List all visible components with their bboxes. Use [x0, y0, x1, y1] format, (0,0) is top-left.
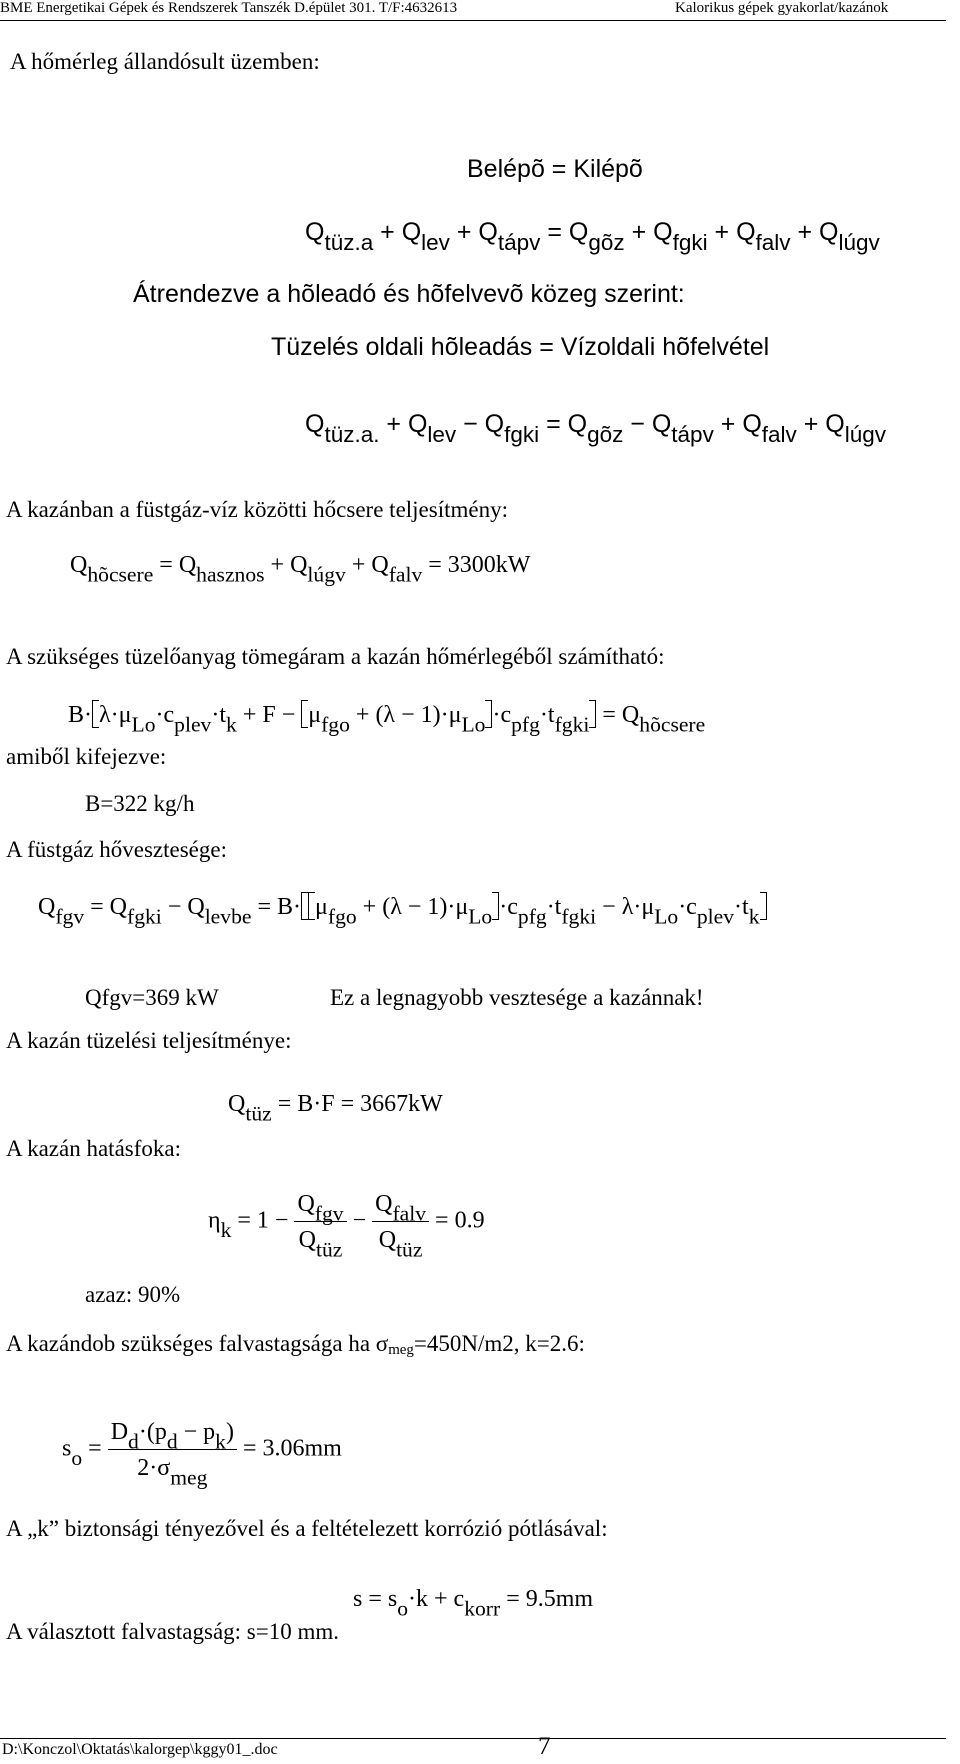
eq-so: $s_o$ = $\frac{D_d\cdot(p_d - p_k)}{2\cdot\sigma_{meg}}$ = 3.06mm: [62, 1419, 342, 1490]
eq-balance-1: $Q_{tüz.a} + Q_{lev} + Q_{tápv} = Q_{gõz} + Q_{fgki} + Q_{falv} + Q_{lúgv}$: [305, 218, 880, 256]
eq-eta: $\eta_k = 1$ − $\frac{Q_{fgv}}{Q_{tüz}}$ − $\frac{Q_{falv}}{Q_{tüz}}$ = 0.9: [208, 1191, 485, 1262]
heading-balance: A hőmérleg állandósult üzemben:: [10, 49, 320, 74]
expressed-label: amiből kifejezve:: [6, 744, 167, 769]
b-value: B=322 kg/h: [85, 791, 195, 816]
rearranged-label: Átrendezve a hõleadó és hõfelvevõ közeg szerint:: [133, 280, 685, 308]
footer-rule: [0, 1738, 946, 1739]
firing-label: A kazán tüzelési teljesítménye:: [6, 1028, 292, 1053]
flue-loss-label: A füstgáz hővesztesége:: [6, 837, 227, 862]
qfgv-value: Qfgv=369 kW: [85, 985, 219, 1010]
eq-words: Tüzelés oldali hõleadás = Vízoldali hõfelvétel: [271, 333, 770, 361]
eq-s: $s = s_o\cdot k + c_{korr} = 9.5mm$: [353, 1586, 594, 1621]
page-number: 7: [538, 1733, 551, 1760]
eq-balance-2: $Q_{tüz.a.} + Q_{lev} - Q_{fgki} = Q_{gõz} - Q_{tápv} + Q_{falv} + Q_{lúgv}$: [305, 410, 886, 448]
footer-path: D:\Konczol\Oktatás\kalorgep\kggy01_.doc: [2, 1741, 278, 1758]
fuel-label: A szükséges tüzelőanyag tömegáram a kazán hőmérlegéből számítható:: [6, 644, 665, 669]
efficiency-percent: azaz: 90%: [85, 1282, 181, 1307]
eq-in-out: Belépõ = Kilépõ: [467, 155, 643, 183]
eq-tuz: $Q_{tüz} = B\cdot F = 3667kW$: [228, 1091, 443, 1126]
safety-label: A „k” biztonsági tényezővel és a feltételezett korrózió pótlásával:: [6, 1516, 608, 1541]
efficiency-label: A kazán hatásfoka:: [6, 1136, 181, 1161]
wall-thickness-label: A kazándob szükséges falvastagsága ha $\sigma_{meg}=450N/m2$, k=2.6:: [6, 1331, 585, 1358]
qfgv-note: Ez a legnagyobb vesztesége a kazánnak!: [330, 985, 704, 1010]
heat-exchange-label: A kazánban a füstgáz-víz közötti hőcsere teljesítmény:: [6, 497, 508, 522]
eq-fuel: $B\cdot \lambda\cdot\mu_{Lo}\cdot c_{plev}\cdot t_k + F - \mu_{fgo} + (\lambda - 1)\cdot\mu_{Lo} \cdot c_{pfg}\cdot t_{fgki} = Q_{hõcsere}$: [68, 702, 706, 737]
header-left: BME Energetikai Gépek és Rendszerek Tanszék D.épület 301. T/F:4632613: [0, 0, 458, 16]
eq-hocsere: $Q_{hõcsere} = Q_{hasznos} + Q_{lúgv} + Q_{falv} = 3300kW$: [70, 552, 531, 587]
header-right: Kalorikus gépek gyakorlat/kazánok: [675, 0, 889, 16]
eq-fgv: $Q_{fgv} = Q_{fgki} - Q_{levbe} = B\cdot \mu_{fgo} + (\lambda - 1)\cdot\mu_{Lo} \cdot c_{pfg}\cdot t_{fgki} - \lambda\cdot\mu_{Lo}\cdot c_{plev}\cdot t_k$: [38, 892, 767, 920]
header-rule: [0, 20, 946, 21]
chosen-thickness: A választott falvastagság: s=10 mm.: [6, 1619, 339, 1644]
